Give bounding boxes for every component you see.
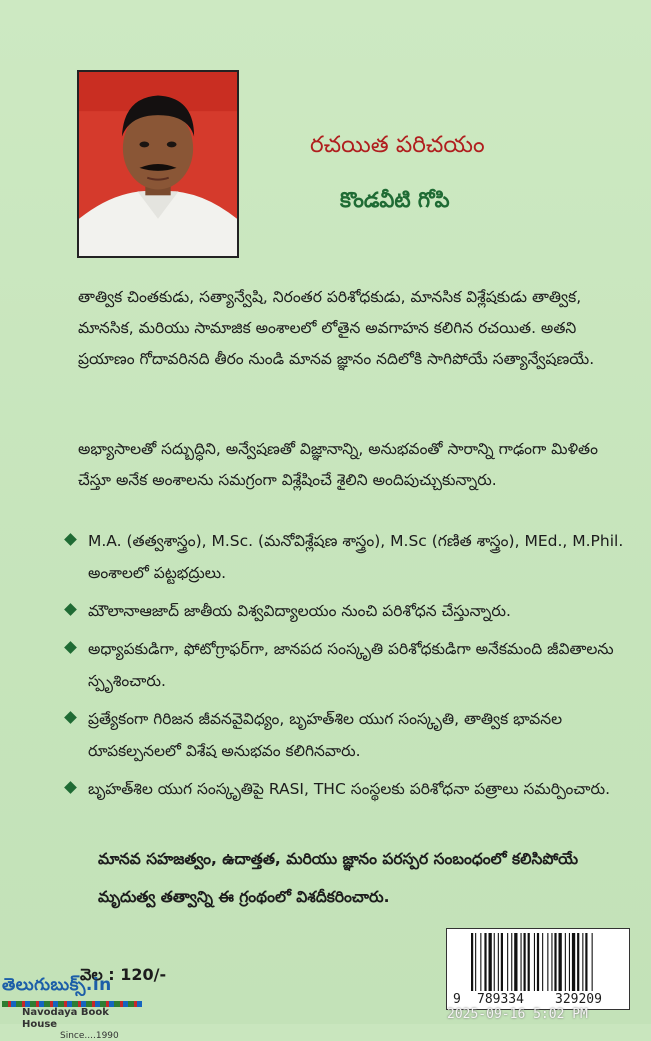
barcode-bar [489,933,492,991]
barcode-bar [537,933,539,991]
price-label: వెల : 120/- [80,965,167,984]
list-item-text: M.A. (తత్వశాస్త్రం), M.Sc. (మనోవిశ్లేషణ శాస్త్రం), M.Sc (గణిత శాస్త్రం), MEd., M.Phil. అంశాలలో పట్టభద్రులు. [88,532,624,582]
list-item [64,525,624,589]
diamond-bullet-icon [64,641,77,654]
diamond-bullet-icon [64,603,77,616]
barcode-bar [498,933,499,991]
barcode-bar [592,933,593,991]
list-item-text: అధ్యాపకుడిగా, ఫోటోగ్రాఫర్‌గా, జానపద సంస్కృతి పరిశోధకుడిగా అనేకమంది జీవితాలను స్పృశించారు. [88,640,614,690]
publisher-logo [2,975,142,1041]
barcode-bar [554,933,556,991]
barcode-bar [585,933,587,991]
author-name: కొండవీటి గోపి [340,188,450,212]
barcode-bar [559,933,562,991]
barcode-bar [511,933,512,991]
barcode-bar [484,933,486,991]
list-item [64,773,624,805]
closing-statement: మానవ సహజత్వం, ఉదాత్తత, మరియు జ్ఞానం పరస్పర సంబంధంలో కలిసిపోయే మృదుత్వ తత్వాన్ని ఈ గ్రంథంలో విశదీకరించారు. [98,850,579,906]
barcode-bar [534,933,535,991]
list-item-text: ప్రత్యేకంగా గిరిజన జీవనవైవిధ్యం, బృహత్‌శిల యుగ సంస్కృతి, తాత్విక భావనల రూపకల్పనలలో విశేష అనుభవం కలిగినవారు. [88,710,563,760]
barcode-bar [528,933,530,991]
barcode-group-2: 329209 [555,992,602,1007]
list-item [64,633,624,697]
barcode-bars-graphic [453,933,625,991]
list-item-text: బృహత్‌శిల యుగ సంస్కృతిపై RASI, THC సంస్థలకు పరిశోధనా పత్రాలు సమర్పించారు. [88,780,610,798]
barcode-bar [514,933,517,991]
barcode-bar [521,933,522,991]
barcode-bar [582,933,583,991]
skills-paragraph: అభ్యాసాలతో సద్బుద్ధిని, అన్వేషణతో విజ్ఞానాన్ని, అనుభవంతో సారాన్ని గాఢంగా మిళితం చేస్తూ అనేక అంశాలను సమగ్రంగా విశ్లేషించే శైలిని అందిపుచ్చుకున్నారు. [78,440,598,489]
barcode-bar [480,933,481,991]
barcode-bar [524,933,526,991]
barcode-bar [507,933,508,991]
barcode-group-1: 789334 [477,992,524,1007]
barcode-bar [542,933,543,991]
barcode-bar [547,933,548,991]
barcode-bar [565,933,566,991]
author-portrait-graphic [79,72,237,256]
barcode-bar [569,933,570,991]
diamond-bullet-icon [64,533,77,546]
publisher-since: Since....1990 [60,1031,119,1041]
photo-timestamp: 2025-09-16 5:02 PM [447,1007,588,1022]
barcode-bar [572,933,575,991]
logo-wordmark: తెలుగుబుక్స్.in [2,975,112,995]
barcode-bar [475,933,476,991]
section-label: రచయిత పరిచయం [310,132,485,158]
list-item-text: మౌలానాఆజాద్ జాతీయ విశ్వవిద్యాలయం నుంచి పరిశోధన చేస్తున్నారు. [88,602,511,620]
barcode-bar [551,933,552,991]
barcode-digit-first: 9 [453,992,461,1007]
publisher-name: Navodaya Book House [22,1007,109,1030]
list-item [64,703,624,767]
intro-paragraph: తాత్విక చింతకుడు, సత్యాన్వేషి, నిరంతర పరిశోధకుడు, మానసిక విశ్లేషకుడు తాత్విక, మానసిక, మరియు సామాజిక అంశాలలో లోతైన అవగాహన కలిగిన రచయిత. అతని ప్రయాణం గోదావరినది తీరం నుండి మానవ జ్ఞానం నదిలోకి సాగిపోయే సత్యాన్వేషణయే. [78,288,595,368]
isbn-barcode [446,928,630,1010]
barcode-bar [577,933,579,991]
barcode-bar [501,933,503,991]
credentials-list [64,525,624,811]
diamond-bullet-icon [64,711,77,724]
barcode-bar [471,933,473,991]
list-item [64,595,624,627]
diamond-bullet-icon [64,781,77,794]
barcode-bar [494,933,495,991]
author-photo [77,70,239,258]
